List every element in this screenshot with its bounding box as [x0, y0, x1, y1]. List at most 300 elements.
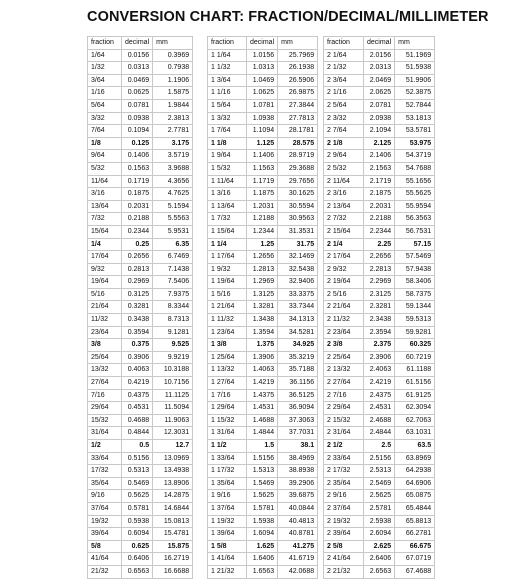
fraction-cell: 15/32	[88, 414, 122, 427]
fraction-cell: 5/64	[88, 99, 122, 112]
decimal-cell: 2.2344	[364, 225, 395, 238]
mm-cell: 5.1594	[153, 200, 193, 213]
table-row	[208, 427, 318, 440]
table-row	[208, 288, 318, 301]
table-row	[324, 339, 435, 352]
mm-cell: 32.5438	[278, 263, 318, 276]
table-row	[88, 540, 193, 553]
decimal-cell: 2.4688	[364, 414, 395, 427]
mm-cell: 8.7313	[153, 314, 193, 327]
fraction-cell: 2 27/64	[324, 377, 364, 390]
table-row	[88, 477, 193, 490]
mm-cell: 41.275	[278, 540, 318, 553]
table-row	[208, 452, 318, 465]
table-row	[88, 301, 193, 314]
table-row	[208, 175, 318, 188]
table-row	[88, 452, 193, 465]
mm-cell: 34.5281	[278, 326, 318, 339]
mm-cell: 26.9875	[278, 87, 318, 100]
decimal-cell: 1.3594	[247, 326, 278, 339]
table-row	[208, 326, 318, 339]
decimal-cell: 1.4688	[247, 414, 278, 427]
fraction-cell: 2 3/16	[324, 188, 364, 201]
fraction-cell: 25/64	[88, 351, 122, 364]
decimal-cell: 2.1406	[364, 150, 395, 163]
table-row	[88, 87, 193, 100]
decimal-cell: 1.5313	[247, 465, 278, 478]
mm-cell: 11.1125	[153, 389, 193, 402]
mm-cell: 51.5938	[395, 62, 435, 75]
mm-cell: 30.1625	[278, 188, 318, 201]
mm-cell: 10.7156	[153, 377, 193, 390]
fraction-cell: 1/2	[88, 440, 122, 453]
fraction-cell: 2 13/32	[324, 364, 364, 377]
mm-cell: 12.7	[153, 440, 193, 453]
table-row	[324, 200, 435, 213]
table-row	[324, 515, 435, 528]
decimal-cell: 1.4844	[247, 427, 278, 440]
column-header-fraction: fraction	[324, 37, 364, 50]
table-row	[88, 74, 193, 87]
fraction-cell: 2 19/32	[324, 515, 364, 528]
fraction-cell: 1 7/16	[208, 389, 247, 402]
mm-cell: 3.5719	[153, 150, 193, 163]
decimal-cell: 0.4688	[122, 414, 153, 427]
decimal-cell: 1.4063	[247, 364, 278, 377]
fraction-cell: 1 37/64	[208, 502, 247, 515]
decimal-cell: 1.3281	[247, 301, 278, 314]
mm-cell: 56.7531	[395, 225, 435, 238]
table-row	[208, 162, 318, 175]
table-row	[208, 301, 318, 314]
fraction-cell: 17/64	[88, 251, 122, 264]
mm-cell: 5.5563	[153, 213, 193, 226]
table-row	[88, 528, 193, 541]
mm-cell: 63.5	[395, 440, 435, 453]
fraction-cell: 2 29/64	[324, 402, 364, 415]
table-row	[208, 150, 318, 163]
fraction-cell: 1 9/16	[208, 490, 247, 503]
table-row	[88, 99, 193, 112]
table-row	[88, 238, 193, 251]
decimal-cell: 1.3438	[247, 314, 278, 327]
mm-cell: 51.9906	[395, 74, 435, 87]
mm-cell: 29.3688	[278, 162, 318, 175]
fraction-cell: 1 3/8	[208, 339, 247, 352]
decimal-cell: 1.2969	[247, 276, 278, 289]
fraction-cell: 1/4	[88, 238, 122, 251]
table-row	[88, 427, 193, 440]
mm-cell: 51.1969	[395, 49, 435, 62]
table-row	[88, 502, 193, 515]
fraction-cell: 1 27/64	[208, 377, 247, 390]
fraction-cell: 1 29/64	[208, 402, 247, 415]
decimal-cell: 1.25	[247, 238, 278, 251]
fraction-cell: 1 1/16	[208, 87, 247, 100]
fraction-cell: 5/32	[88, 162, 122, 175]
mm-cell: 1.9844	[153, 99, 193, 112]
mm-cell: 63.1031	[395, 427, 435, 440]
table-row	[324, 452, 435, 465]
table-row	[324, 502, 435, 515]
table-row	[208, 477, 318, 490]
table-row	[208, 74, 318, 87]
table-row	[208, 402, 318, 415]
decimal-cell: 2.5938	[364, 515, 395, 528]
table-row	[88, 162, 193, 175]
mm-cell: 10.3188	[153, 364, 193, 377]
decimal-cell: 1.4531	[247, 402, 278, 415]
mm-cell: 32.1469	[278, 251, 318, 264]
decimal-cell: 0.2344	[122, 225, 153, 238]
mm-cell: 1.5875	[153, 87, 193, 100]
table-row	[324, 137, 435, 150]
decimal-cell: 2.4531	[364, 402, 395, 415]
decimal-cell: 1.1094	[247, 125, 278, 138]
header-row	[88, 37, 193, 50]
table-row	[88, 465, 193, 478]
decimal-cell: 0.4063	[122, 364, 153, 377]
decimal-cell: 2.0625	[364, 87, 395, 100]
mm-cell: 28.575	[278, 137, 318, 150]
table-row	[88, 389, 193, 402]
fraction-cell: 19/64	[88, 276, 122, 289]
decimal-cell: 2.5625	[364, 490, 395, 503]
fraction-cell: 7/32	[88, 213, 122, 226]
mm-cell: 65.8813	[395, 515, 435, 528]
fraction-cell: 37/64	[88, 502, 122, 515]
table-row	[208, 377, 318, 390]
decimal-cell: 1.2656	[247, 251, 278, 264]
fraction-cell: 2 13/64	[324, 200, 364, 213]
decimal-cell: 1.4375	[247, 389, 278, 402]
table-row	[208, 213, 318, 226]
mm-cell: 31.75	[278, 238, 318, 251]
decimal-cell: 0.125	[122, 137, 153, 150]
table-row	[324, 251, 435, 264]
decimal-cell: 0.0313	[122, 62, 153, 75]
fraction-cell: 3/32	[88, 112, 122, 125]
table-row	[88, 263, 193, 276]
mm-cell: 59.1344	[395, 301, 435, 314]
mm-cell: 1.1906	[153, 74, 193, 87]
decimal-cell: 1.2031	[247, 200, 278, 213]
column-header-fraction: fraction	[208, 37, 247, 50]
table-row	[208, 553, 318, 566]
mm-cell: 53.975	[395, 137, 435, 150]
mm-cell: 37.7031	[278, 427, 318, 440]
fraction-cell: 1 1/64	[208, 49, 247, 62]
mm-cell: 36.5125	[278, 389, 318, 402]
fraction-cell: 1 35/64	[208, 477, 247, 490]
table-row	[324, 314, 435, 327]
fraction-cell: 2 1/32	[324, 62, 364, 75]
table-row	[208, 314, 318, 327]
mm-cell: 33.7344	[278, 301, 318, 314]
table-row	[88, 251, 193, 264]
decimal-cell: 2.1563	[364, 162, 395, 175]
decimal-cell: 0.6563	[122, 565, 153, 578]
mm-cell: 60.7219	[395, 351, 435, 364]
fraction-cell: 1 19/64	[208, 276, 247, 289]
fraction-cell: 2 1/2	[324, 440, 364, 453]
table-row	[208, 339, 318, 352]
decimal-cell: 2.1094	[364, 125, 395, 138]
mm-cell: 26.5906	[278, 74, 318, 87]
decimal-cell: 2.4844	[364, 427, 395, 440]
table-row	[324, 440, 435, 453]
mm-cell: 37.3063	[278, 414, 318, 427]
table-row	[324, 276, 435, 289]
decimal-cell: 2.1875	[364, 188, 395, 201]
mm-cell: 56.3563	[395, 213, 435, 226]
decimal-cell: 0.1719	[122, 175, 153, 188]
fraction-cell: 35/64	[88, 477, 122, 490]
mm-cell: 0.3969	[153, 49, 193, 62]
column-header-mm: mm	[395, 37, 435, 50]
mm-cell: 60.325	[395, 339, 435, 352]
fraction-cell: 7/64	[88, 125, 122, 138]
decimal-cell: 0.6406	[122, 553, 153, 566]
mm-cell: 12.3031	[153, 427, 193, 440]
mm-cell: 4.7625	[153, 188, 193, 201]
mm-cell: 3.9688	[153, 162, 193, 175]
table-row	[88, 200, 193, 213]
decimal-cell: 2.125	[364, 137, 395, 150]
mm-cell: 58.7375	[395, 288, 435, 301]
table-row	[208, 502, 318, 515]
mm-cell: 54.3719	[395, 150, 435, 163]
decimal-cell: 2.2031	[364, 200, 395, 213]
decimal-cell: 0.2656	[122, 251, 153, 264]
table-row	[324, 263, 435, 276]
fraction-cell: 3/8	[88, 339, 122, 352]
fraction-cell: 1 1/4	[208, 238, 247, 251]
table-row	[208, 238, 318, 251]
table-row	[88, 515, 193, 528]
mm-cell: 38.4969	[278, 452, 318, 465]
mm-cell: 27.3844	[278, 99, 318, 112]
decimal-cell: 0.0469	[122, 74, 153, 87]
table-row	[208, 389, 318, 402]
mm-cell: 55.5625	[395, 188, 435, 201]
table-row	[324, 213, 435, 226]
decimal-cell: 2.625	[364, 540, 395, 553]
decimal-cell: 1.5625	[247, 490, 278, 503]
decimal-cell: 2.25	[364, 238, 395, 251]
fraction-cell: 1 5/32	[208, 162, 247, 175]
fraction-cell: 1 33/64	[208, 452, 247, 465]
fraction-cell: 41/64	[88, 553, 122, 566]
decimal-cell: 1.5156	[247, 452, 278, 465]
mm-cell: 40.4813	[278, 515, 318, 528]
mm-cell: 35.3219	[278, 351, 318, 364]
table-row	[324, 288, 435, 301]
table-row	[324, 389, 435, 402]
fraction-cell: 1 3/64	[208, 74, 247, 87]
table-row	[208, 137, 318, 150]
table-row	[88, 490, 193, 503]
mm-cell: 13.4938	[153, 465, 193, 478]
table-row	[208, 528, 318, 541]
table-row	[208, 364, 318, 377]
decimal-cell: 2.375	[364, 339, 395, 352]
decimal-cell: 1.3125	[247, 288, 278, 301]
decimal-cell: 0.2969	[122, 276, 153, 289]
fraction-cell: 2 19/64	[324, 276, 364, 289]
fraction-cell: 2 15/64	[324, 225, 364, 238]
table-row	[208, 440, 318, 453]
decimal-cell: 1.2344	[247, 225, 278, 238]
fraction-cell: 1 9/32	[208, 263, 247, 276]
table-row	[324, 465, 435, 478]
decimal-cell: 1.5	[247, 440, 278, 453]
mm-cell: 27.7813	[278, 112, 318, 125]
fraction-cell: 11/32	[88, 314, 122, 327]
mm-cell: 15.875	[153, 540, 193, 553]
mm-cell: 5.9531	[153, 225, 193, 238]
mm-cell: 15.0813	[153, 515, 193, 528]
decimal-cell: 0.1094	[122, 125, 153, 138]
mm-cell: 38.1	[278, 440, 318, 453]
mm-cell: 55.1656	[395, 175, 435, 188]
mm-cell: 0.7938	[153, 62, 193, 75]
table-row	[208, 565, 318, 578]
table-row	[88, 414, 193, 427]
mm-cell: 3.175	[153, 137, 193, 150]
decimal-cell: 0.5625	[122, 490, 153, 503]
table-row	[324, 175, 435, 188]
mm-cell: 2.3813	[153, 112, 193, 125]
mm-cell: 28.9719	[278, 150, 318, 163]
mm-cell: 16.2719	[153, 553, 193, 566]
decimal-cell: 1.0156	[247, 49, 278, 62]
fraction-cell: 27/64	[88, 377, 122, 390]
table-row	[324, 377, 435, 390]
fraction-cell: 1 5/64	[208, 99, 247, 112]
fraction-cell: 1 5/8	[208, 540, 247, 553]
table-row	[88, 137, 193, 150]
column-header-mm: mm	[153, 37, 193, 50]
decimal-cell: 1.6406	[247, 553, 278, 566]
table-row	[88, 402, 193, 415]
decimal-cell: 0.5313	[122, 465, 153, 478]
fraction-cell: 2 23/64	[324, 326, 364, 339]
fraction-cell: 31/64	[88, 427, 122, 440]
decimal-cell: 0.2188	[122, 213, 153, 226]
fraction-cell: 2 37/64	[324, 502, 364, 515]
decimal-cell: 2.6563	[364, 565, 395, 578]
fraction-cell: 1/16	[88, 87, 122, 100]
mm-cell: 63.8969	[395, 452, 435, 465]
decimal-cell: 0.3906	[122, 351, 153, 364]
decimal-cell: 2.6094	[364, 528, 395, 541]
decimal-cell: 1.2188	[247, 213, 278, 226]
decimal-cell: 0.0156	[122, 49, 153, 62]
decimal-cell: 2.3906	[364, 351, 395, 364]
mm-cell: 6.7469	[153, 251, 193, 264]
decimal-cell: 0.5781	[122, 502, 153, 515]
fraction-cell: 2 1/4	[324, 238, 364, 251]
fraction-cell: 2 31/64	[324, 427, 364, 440]
table-row	[88, 364, 193, 377]
fraction-cell: 1 11/64	[208, 175, 247, 188]
mm-cell: 64.2938	[395, 465, 435, 478]
table-row	[208, 515, 318, 528]
fraction-cell: 1 11/32	[208, 314, 247, 327]
table-row	[324, 162, 435, 175]
fraction-cell: 2 1/16	[324, 87, 364, 100]
table-row	[208, 490, 318, 503]
fraction-cell: 2 21/64	[324, 301, 364, 314]
decimal-cell: 2.0781	[364, 99, 395, 112]
fraction-cell: 1 7/32	[208, 213, 247, 226]
table-row	[208, 276, 318, 289]
decimal-cell: 0.5156	[122, 452, 153, 465]
fraction-cell: 13/32	[88, 364, 122, 377]
mm-cell: 66.675	[395, 540, 435, 553]
mm-cell: 55.9594	[395, 200, 435, 213]
decimal-cell: 0.3594	[122, 326, 153, 339]
table-body	[208, 37, 318, 579]
mm-cell: 31.3531	[278, 225, 318, 238]
fraction-cell: 2 5/8	[324, 540, 364, 553]
mm-cell: 29.7656	[278, 175, 318, 188]
decimal-cell: 2.0469	[364, 74, 395, 87]
table-row	[324, 364, 435, 377]
decimal-cell: 0.4375	[122, 389, 153, 402]
column-header-mm: mm	[278, 37, 318, 50]
table-row	[88, 553, 193, 566]
decimal-cell: 2.1719	[364, 175, 395, 188]
decimal-cell: 1.1719	[247, 175, 278, 188]
table-row	[208, 540, 318, 553]
fraction-cell: 13/64	[88, 200, 122, 213]
decimal-cell: 0.0781	[122, 99, 153, 112]
table-row	[324, 87, 435, 100]
mm-cell: 25.7969	[278, 49, 318, 62]
table-row	[324, 62, 435, 75]
table-row	[88, 225, 193, 238]
mm-cell: 36.1156	[278, 377, 318, 390]
mm-cell: 32.9406	[278, 276, 318, 289]
fraction-cell: 29/64	[88, 402, 122, 415]
conversion-table-2-to-3	[323, 36, 435, 579]
decimal-cell: 2.3125	[364, 288, 395, 301]
fraction-cell: 2 33/64	[324, 452, 364, 465]
decimal-cell: 2.5	[364, 440, 395, 453]
mm-cell: 15.4781	[153, 528, 193, 541]
fraction-cell: 1 1/2	[208, 440, 247, 453]
mm-cell: 62.7063	[395, 414, 435, 427]
decimal-cell: 1.1875	[247, 188, 278, 201]
fraction-cell: 1 21/64	[208, 301, 247, 314]
mm-cell: 42.0688	[278, 565, 318, 578]
fraction-cell: 2 1/8	[324, 137, 364, 150]
decimal-cell: 0.2031	[122, 200, 153, 213]
decimal-cell: 2.5313	[364, 465, 395, 478]
conversion-table-0-to-1	[87, 36, 193, 579]
decimal-cell: 1.6563	[247, 565, 278, 578]
decimal-cell: 1.0781	[247, 99, 278, 112]
decimal-cell: 1.1563	[247, 162, 278, 175]
header-row	[208, 37, 318, 50]
table-row	[324, 490, 435, 503]
table-body	[324, 37, 435, 579]
decimal-cell: 2.6406	[364, 553, 395, 566]
decimal-cell: 2.5781	[364, 502, 395, 515]
decimal-cell: 0.5469	[122, 477, 153, 490]
